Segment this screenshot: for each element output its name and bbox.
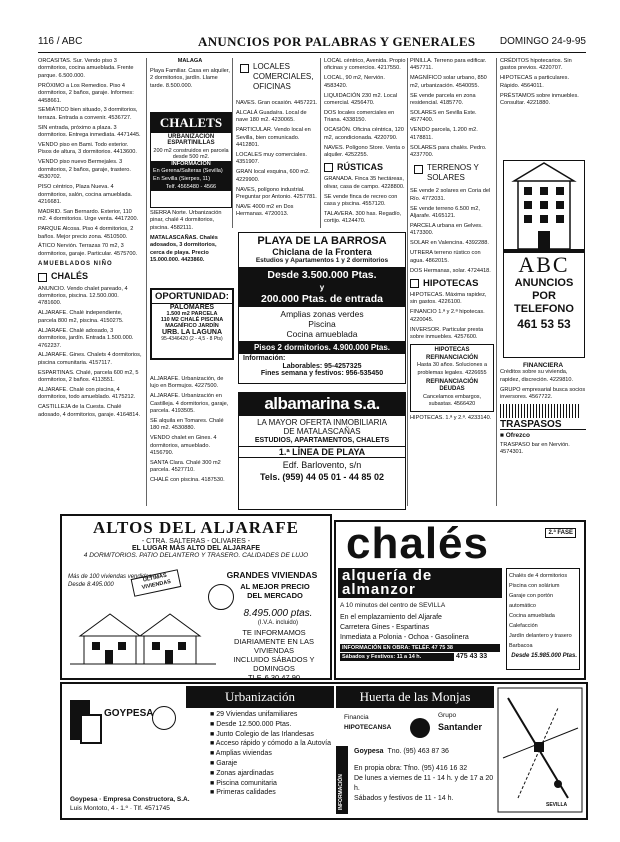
hip-title: HIPOTECAS [434, 347, 470, 354]
classified-ad: PARQUE Alcosa. Piso 4 dormitorios, 2 baños. Mejor precio zona. 4510500. [38, 226, 134, 240]
altos-iva: (I.V.A. incluido) [257, 620, 299, 626]
chales-features [506, 568, 580, 670]
oport-tel: 95-4346420 (2 - 4,5 - 8 Pts) [161, 336, 223, 342]
location-map-icon [498, 688, 582, 812]
feature-item: ■ Piscina comunitaria [210, 779, 277, 787]
santander-label: Santander [438, 722, 483, 732]
traspasos-heading: TRASPASOS [500, 421, 586, 430]
classified-ad: SEMIÁTICO bien situado, 3 dormitorios, terraza. Entrada a convenir. 4536727. [38, 107, 138, 121]
chalets-tel: Telf. 4565480 - 4566 [151, 183, 231, 191]
classified-ad: SANTA Clara. Chalé 300 m2 parcela. 4527710. [150, 460, 221, 474]
classified-ad: NAVES. Gran ocasión. 4457221. [236, 100, 318, 106]
oport-line: PALOMARES [169, 304, 215, 311]
goypesa-logo: GOYPESA [104, 708, 154, 719]
classified-ad: LIQUIDACIÓN 230 m2. Local comercial. 4256470. [324, 92, 398, 107]
financia-label: Financia [344, 714, 369, 721]
classified-ad: UTRERA terreno rústico con agua. 4862015. [410, 250, 481, 264]
classified-ad: NAVE 4000 m2 en Dos Hermanas. 4720013. [236, 203, 294, 218]
altos-info: TE INFORMAMOS DIARIAMENTE EN LAS VIVIENDAS INCLUIDO SÁBADOS Y DOMINGOS TLF. 6 30 47 90 [233, 628, 315, 682]
chalets-loc1: En Gerena/Salteras (Sevilla) [151, 167, 231, 175]
classified-ad: Créditos sobre su vivienda, rapidez, discreción. 4229810. [500, 369, 574, 383]
altos-line: EL LUGAR MÁS ALTO DEL ALJARAFE [131, 545, 261, 552]
barcode-icon [500, 404, 580, 418]
section-terrenos: TERRENOS Y SOLARES [414, 163, 494, 183]
feature-item: ■ Junto Colegio de las Irlandesas [210, 730, 314, 738]
classified-ad: ALJARAFE. Chalé adosado, 3 dormitorios, jardín. Entrada 1.500.000. 4762237. [38, 327, 134, 349]
classified-ad: VENDO piso en Bami. Todo exterior. Pisos de altura, 3 dormitorios. 4413600. [38, 142, 137, 156]
chalets-loc2: En Sevilla (Sierpes, 11) [151, 175, 231, 183]
chales-info: INFORMACIÓN EN OBRA: TELÉF. 47 75 38 [340, 644, 500, 652]
oport-line: 110 M2 CHALÉ PISCINA [160, 317, 224, 323]
classified-ad: SOLAR en Valencina. 4392288. [410, 240, 489, 247]
chales-line: Carretera Gines - Espartinas [340, 624, 430, 631]
feature-item: Calefacción [509, 623, 538, 629]
classified-ad: ALCALÁ Guadaíra. Local de nave 180 m2. 4230065. [236, 109, 307, 124]
albamarina-line: DE MATALASCAÑAS [283, 427, 361, 436]
abc-line: POR [532, 290, 556, 302]
classified-ad: GRUPO empresarial busca socios inversores. 4567722. [500, 386, 586, 401]
feature-item: Piscina con solárium [509, 583, 560, 589]
barrosa-entrada: 200.000 Ptas. de entrada [239, 292, 405, 307]
classified-ad: SE vende finca de recreo con casa y piscina. 4557120. [324, 193, 398, 208]
classified-ad: SE vende terreno 6.500 m2, Aljarafe. 4165121. [410, 205, 480, 220]
feature-item: ■ Amplias viviendas [210, 750, 272, 758]
column-1 [38, 58, 142, 506]
page-title: ANUNCIOS POR PALABRAS Y GENERALES [198, 34, 476, 49]
abc-line: ANUNCIOS [514, 277, 574, 289]
classified-ad: GRAN local esquina, 600 m2. 4229900. [236, 169, 310, 183]
feature-item: Barbacoa [509, 643, 533, 649]
classified-ad: PRÓXIMO a Los Remedios. Piso 4 dormitorios, 2 baños, garaje. Informes: 4458661. [38, 82, 134, 104]
building-illustration-icon [504, 161, 584, 253]
oport-title: OPORTUNIDAD: [152, 290, 232, 304]
altos-precio: 8.495.000 ptas. [243, 608, 313, 619]
column-5 [410, 58, 494, 506]
section-banner: AMUEBLADOS NIÑO [38, 261, 113, 268]
classified-ad: SIERRA Norte. Urbanización pinar, chalé 4 dormitorios, piscina. 4582111. [150, 210, 222, 231]
feature-item: ■ Garaje [210, 759, 238, 767]
hip-title: REFINANCIACIÓN [426, 354, 478, 361]
goypesa-footer: Goypesa · Empresa Constructora, S.A. [70, 796, 190, 803]
classified-ad: NAVES, polígono industrial. Preguntar por Antonio. 4257781. [236, 186, 317, 200]
classified-ad: SIN entrada, próximo a plaza. 3 dormitorios. Entrega inmediata. 4471445. [38, 124, 141, 139]
oport-line: MAGNÍFICO JARDÍN [165, 323, 219, 329]
classified-ad: PISO céntrico, Plaza Nueva. 4 dormitorios, salón, cocina amueblada. 4216681. [38, 184, 133, 205]
classified-ad: SE vende 2 solares en Coria del Río. 4772031. [410, 188, 491, 202]
feature-item: Chalés de 4 dormitorios [509, 573, 568, 579]
goypesa-features [210, 710, 336, 798]
classified-ad: DOS Hermanas, solar. 4724418. [410, 267, 491, 274]
classified-ad: DOS locales comerciales en Triana. 4338150. [324, 109, 395, 124]
financiera-heading: FINANCIERA [522, 362, 564, 369]
albamarina-tel: Tels. (959) 44 05 01 - 44 85 02 [260, 472, 384, 482]
vendor: Goypesa Tno. (95) 463 87 36 [354, 748, 449, 755]
section-chalets: CHALÉS [38, 273, 142, 282]
classified-ad: CASTILLEJA de la Cuesta. Chalé adosado, 4 dormitorios, garaje. 4164814. [38, 404, 140, 418]
hip-title: REFINANCIACIÓN [426, 379, 478, 385]
page-header [38, 32, 586, 53]
classified-ad: ESPARTINAS. Chalé, parcela 600 m2, 5 dormitorios, 2 baños. 4113551. [38, 369, 139, 384]
feature-item: ■ Primeras calidades [210, 789, 276, 797]
classified-ad: ALJARAFE. Gines. Chalets 4 dormitorios, piscina comunitaria. 4157117. [38, 352, 142, 366]
albamarina-logo: albamarina s.a. [239, 393, 405, 416]
altos-line: 4 DORMITORIOS. PATIO DELANTERO Y TRASERO. CALIDADES DE LUJO [83, 552, 309, 559]
column-4 [324, 58, 406, 228]
barrosa-title: PLAYA DE LA BARROSA [257, 235, 387, 247]
classified-ad: ORCASITAS. Sur. Vendo piso 3 dormitorios, cocina amueblada. Frente parque. 6.500.000. [38, 58, 134, 79]
emblem-icon [208, 584, 234, 610]
urbanizacion-label: Urbanización [186, 686, 334, 708]
classified-ad: HIPOTECAS. 1.ª y 2.ª. 4233140. [410, 414, 492, 421]
altos-mejor: AL MEJOR PRECIO DEL MERCADO [240, 582, 310, 600]
section-locales: LOCALES COMERCIALES, OFICINAS [240, 62, 318, 92]
column-3 [236, 58, 318, 228]
classified-ad: TALAVERA. 300 has. Regadío, cortijo. 4124470. [324, 211, 402, 225]
classified-ad: LOCALES muy comerciales. 4351907. [236, 151, 307, 166]
classified-ad: CRÉDITOS hipotecarios. Sin gastos previos. 4220707. [500, 58, 572, 72]
classified-ad: PINILLA. Terreno para edificar. 4457711. [410, 58, 487, 72]
classified-ad: SE vende parcela en zona residencial. 4185770. [410, 92, 476, 107]
feature-item: ■ Desde 12.500.000 Ptas. [210, 720, 292, 728]
classified-ad: OCASIÓN. Oficina céntrica, 120 m2, acondicionada. 4220790. [324, 127, 404, 141]
chalets-info: INFORMACIÓN [151, 161, 231, 167]
barrosa-price: Desde 3.500.000 Ptas. [239, 267, 405, 283]
abc-tel: 461 53 53 [517, 317, 571, 331]
bank-label: HIPOTECANSA [344, 724, 392, 731]
classified-ad: INVERSOR. Particular presta sobre inmuebles. 4257600. [410, 326, 484, 340]
houses-illustration-icon [70, 596, 216, 670]
albamarina-address: Edf. Barlovento, s/n [282, 460, 362, 470]
checkbox-icon [324, 163, 333, 172]
ultimas-stamp: ÚLTIMAS VIVIENDAS [131, 569, 182, 597]
oport-line: URB. LA LAGUNA [161, 329, 222, 336]
chalets-sub: URBANIZACIÓN ESPARTINILLAS [167, 134, 215, 146]
hip-text: Hasta 30 años. Soluciones a problemas legales. 4226655 [416, 362, 488, 376]
barrosa-ad [238, 232, 406, 384]
checkbox-icon [240, 64, 249, 73]
grupo-label: Grupo [438, 712, 457, 719]
classified-ad: GRANADA. Finca 35 hectáreas, olivar, casa de campo. 4228800. [324, 176, 405, 190]
chales-title: chalés [346, 519, 489, 568]
map-label: SEVILLA [546, 802, 568, 808]
goypesa-footer: Luis Montoto, 4 - 1.º · Tlf. 4571745 [70, 805, 170, 812]
barrosa-feature: Cocina amueblada [286, 329, 358, 339]
albamarina-line: ESTUDIOS, APARTAMENTOS, CHALETS [254, 437, 390, 444]
abc-logo: ABC [518, 252, 570, 277]
barrosa-subtitle: Chiclana de la Frontera [272, 247, 372, 257]
checkbox-icon [410, 279, 419, 288]
barrosa-y: y [239, 283, 405, 292]
barrosa-tel: Fines semana y festivos: 956-535450 [260, 370, 384, 377]
seal-icon [152, 706, 176, 730]
chales-ad [334, 520, 586, 680]
feature-item: Jardín delantero y trasero [509, 633, 572, 639]
chales-line: En el emplazamiento del Aljarafe [340, 614, 442, 621]
oport-line: 1.500 m2 PARCELA [166, 311, 218, 317]
classified-ad: SOLARES para chalés. Pedro. 4237700. [410, 144, 487, 158]
altos-line: Más de 100 viviendas vendidas [68, 574, 152, 580]
santander-flame-icon [410, 718, 430, 738]
classified-ad: VENDO chalet en Gines. 4 dormitorios, amueblado. 4156790. [150, 435, 217, 457]
office-hours: En propia obra: Tfno. (95) 416 16 32 De lunes a viernes de 11 - 14 h. y de 17 a 20 h. Sábados y festivos de 11 - 14 h. [354, 765, 494, 802]
barrosa-tel: Laborables: 95-4257325 [282, 363, 362, 370]
classified-ad: ALJARAFE. Urbanización en Castilleja. 4 dormitorios, garaje, parcela. 4193505. [150, 393, 229, 415]
chalets-ad [150, 112, 232, 208]
feature-item: ■ Acceso rápido y cómodo a la Autovía [210, 740, 331, 748]
hip-title: DEUDAS [439, 386, 465, 393]
classified-ad: ÁTICO Nervión. Terrazas 70 m2, 3 dormitorios, garaje. Particular. 4575700. [38, 243, 138, 257]
altos-grandes: GRANDES VIVIENDAS [226, 570, 318, 580]
page-number: 116 / ABC [38, 36, 83, 47]
barrosa-feature: Amplias zonas verdes [280, 309, 364, 319]
classified-ad: CHALÉ con piscina. 4187530. [150, 477, 225, 484]
chales-sab: Sábados y Festivos: 11 a 14 h. [340, 653, 454, 661]
classified-ad: FINANCIO 1.ª y 2.ª hipotecas. 4220045. [410, 309, 485, 323]
chalets-desc: 200 m2 construidos en parcela desde 500 m2. [153, 148, 229, 160]
barrosa-info: Información: [243, 355, 286, 362]
feature-item: ■ 29 Viviendas unifamiliares [210, 711, 298, 718]
classified-ad: ANUNCIO. Vendo chalet pareado, 4 dormitorios, piscina. 12.500.000. 4781600. [38, 285, 128, 307]
abc-phone-ad [503, 160, 585, 358]
classified-ad: ALJARAFE. Chalé independiente, parcela 800 m2, piscina. 4150275. [38, 310, 124, 324]
classified-ad: HIPOTECAS a particulares. Rápido. 4564011. [500, 75, 570, 89]
chales-desde: Desde 15.985.000 Ptas. [511, 653, 577, 659]
chales-tel2: 475 43 33 [456, 653, 488, 660]
classified-ad: TRASPASO bar en Nervión. 4574301. [500, 441, 570, 456]
chalets-title: CHALETS [151, 113, 231, 133]
column-2b [150, 210, 230, 286]
classified-ad: HIPOTECAS. Máxima rapidez, sin gastos. 4226100. [410, 291, 487, 306]
barrosa-pisos: Pisos 2 dormitorios. 4.900.000 Ptas. [239, 341, 405, 354]
classified-ad: PARCELA urbana en Gelves. 4173300. [410, 223, 483, 237]
abc-line: TELEFONO [514, 303, 574, 315]
checkbox-icon [38, 273, 47, 282]
oportunidad-ad [150, 288, 234, 360]
albamarina-line: LA MAYOR OFERTA INMOBILIARIA [257, 418, 387, 427]
classified-ad: MAGNÍFICO solar urbano, 850 m2, urbanización. 4540055. [410, 75, 487, 89]
classified-ad: VENDO piso nuevo Bermejales. 3 dormitorios, 2 baños, garaje, trastero. 4530702. [38, 159, 131, 181]
ofrezco-label: ■ Ofrezco [500, 432, 530, 440]
altos-aljarafe-ad [60, 514, 332, 680]
classified-ad: ALJARAFE. Chalé con piscina, 4 dormitorios, todo amueblado. 4175212. [38, 387, 136, 401]
huerta-label: Huerta de las Monjas [336, 686, 494, 708]
goypesa-ad [60, 682, 588, 820]
hip-text: Cancelamos embargos, subastas. 4566420 [422, 393, 482, 408]
classified-ad: Playa Familiar. Casa en alquiler, 2 dormitorios, jardín. Llame tarde. 8.500.000. [150, 67, 230, 89]
albamarina-ad [238, 392, 406, 510]
classified-ad: MATALASCAÑAS. Chalés adosados, 3 dormitorios, cerca de playa. Precio 15.000.000. 4423860. [150, 234, 218, 263]
classified-ad: LOCAL, 90 m2, Nervión. 4583420. [324, 75, 385, 89]
feature-item: Garaje con portón automático [509, 593, 554, 609]
classified-ad: VENDO parcela, 1.200 m2. 4178811. [410, 127, 478, 141]
classified-ad: SOLARES en Sevilla Este. 4577400. [410, 109, 477, 124]
feature-item: Cocina amueblada [509, 613, 555, 619]
barrosa-feature: Piscina [308, 319, 336, 329]
fase-badge: 2.ª FASE [545, 528, 576, 538]
altos-sub: - CTRA. SALTERAS - OLIVARES - [141, 538, 251, 545]
column-2c [150, 376, 230, 504]
chales-line: Inmediata a Polonia - Ochoa - Gasolinera [340, 634, 469, 641]
column-6b [500, 362, 586, 512]
classified-ad: ALJARAFE. Urbanización, de lujo en Bormujos. 4227500. [150, 376, 224, 390]
classified-ad: NAVES. Polígono Store. Venta o alquiler. 4252255. [324, 144, 405, 158]
hipotecas-ad [410, 344, 494, 411]
page-date: DOMINGO 24-9-95 [499, 36, 586, 47]
section-hipotecas: HIPOTECAS [410, 279, 494, 288]
altos-title: ALTOS DEL ALJARAFE [92, 518, 299, 537]
classified-ad: PARTICULAR. Vendo local en Sevilla, bien comunicado. 4412801. [236, 127, 311, 149]
classified-heading: MALAGA [177, 58, 203, 64]
goypesa-logo-icon [80, 714, 102, 744]
barrosa-sub2: Estudios y Apartamentos 1 y 2 dormitorios [255, 257, 389, 264]
alqueria-name: alquería de almanzor [338, 568, 502, 598]
classified-ad: SE alquila en Tomares. Chalé 180 m2. 4530880. [150, 418, 224, 432]
checkbox-icon [414, 165, 423, 174]
altos-line: Desde 8.495.000 [68, 582, 114, 588]
chales-line: A 10 minutos del centro de SEVILLA [340, 602, 446, 609]
section-rusticas: RÚSTICAS [324, 163, 406, 172]
classified-ad: LOCAL céntrico, Avenida. Propio oficinas y comercios. 4217550. [324, 58, 406, 72]
albamarina-line: 1.ª LÍNEA DE PLAYA [239, 446, 405, 458]
classified-ad: MADRID. San Bernardo. Exterior, 110 m2. 4 dormitorios. Urge venta. 4417200. [38, 208, 139, 223]
feature-item: ■ Zonas ajardinadas [210, 769, 274, 777]
classified-ad: PRÉSTAMOS sobre inmuebles. Consultar. 4221880. [500, 92, 579, 107]
info-sidebar: INFORMACIÓN [336, 746, 348, 814]
